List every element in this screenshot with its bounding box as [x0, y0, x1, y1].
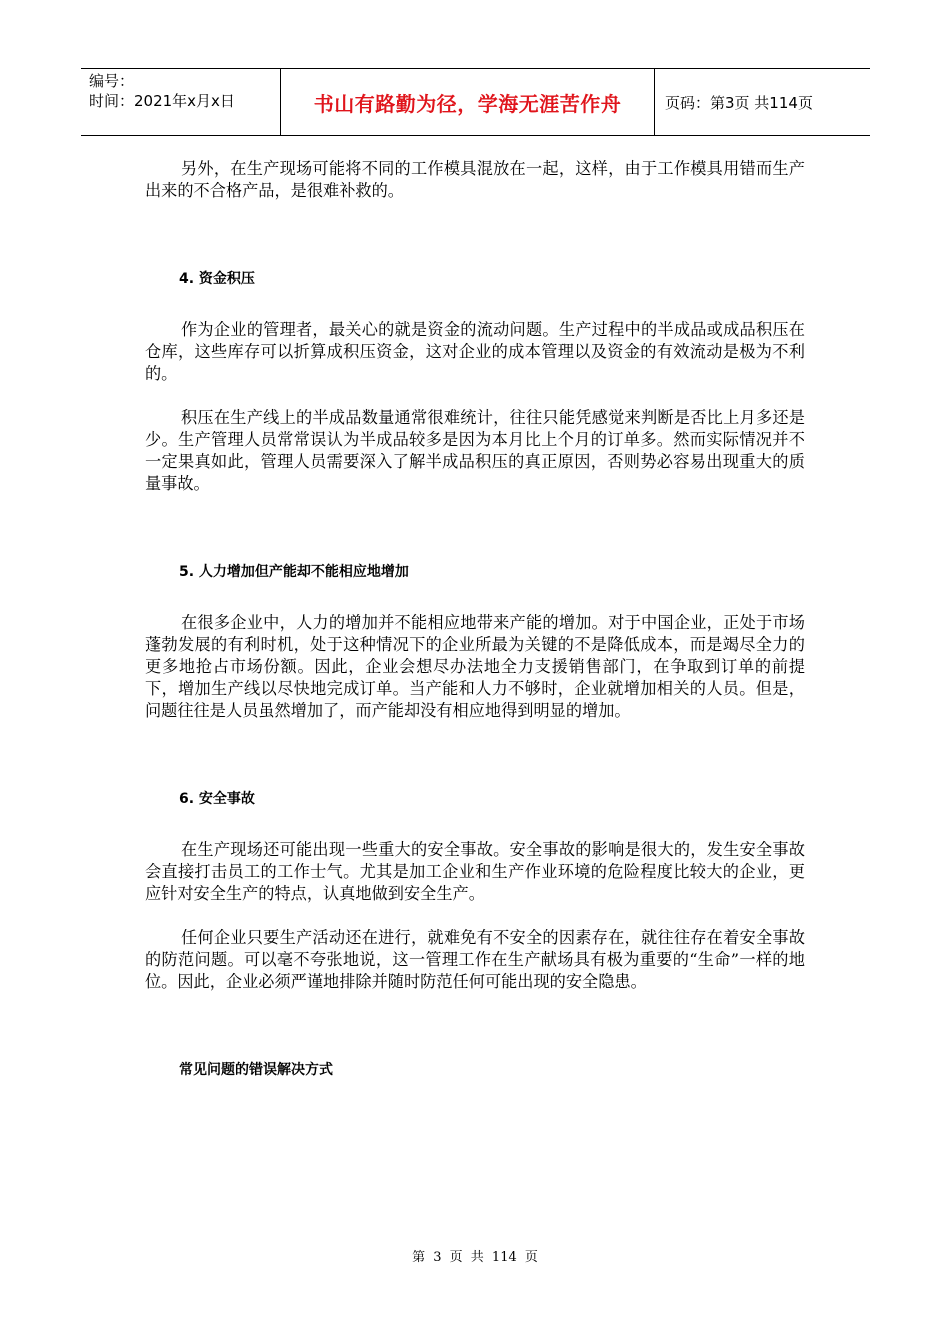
paragraph: 在生产现场还可能出现一些重大的安全事故。安全事故的影响是很大的，发生安全事故会直接打击员工的工作士气。尤其是加工企业和生产作业环境的危险程度比较大的企业，更应针对安全生产的特点，认真地做到安全生产。: [145, 840, 805, 903]
section-heading-5: 5. 人力增加但产能却不能相应地增加: [179, 564, 409, 580]
document-body: [145, 158, 805, 1080]
page-header: [81, 68, 870, 136]
document-number-label: 编号：: [89, 72, 135, 90]
header-meta: [81, 69, 281, 135]
header-motto: 书山有路勤为径，学海无涯苦作舟: [281, 69, 655, 135]
paragraph: 在很多企业中，人力的增加并不能相应地带来产能的增加。对于中国企业，正处于市场蓬勃发展的有利时机，处于这种情况下的企业所最为关键的不是降低成本，而是竭尽全力的更多地抢占市场份额。因此，企业会想尽办法地全力支援销售部门，在争取到订单的前提下，增加生产线以尽快地完成订单。当产能和人力不够时，企业就增加相关的人员。但是，问题往往是人员虽然增加了，而产能却没有相应地得到明显的增加。: [145, 613, 805, 720]
section-heading-common-mistakes: 常见问题的错误解决方式: [179, 1062, 333, 1078]
document-date: 时间：2021年x月x日: [89, 92, 235, 110]
paragraph: 任何企业只要生产活动还在进行，就难免有不安全的因素存在，就往往存在着安全事故的防范问题。可以毫不夸张地说，这一管理工作在生产献场具有极为重要的“生命”一样的地位。因此，企业必须严谨地排除并随时防范任何可能出现的安全隐患。: [145, 928, 805, 991]
section-heading-6: 6. 安全事故: [179, 791, 255, 807]
paragraph: 另外，在生产现场可能将不同的工作模具混放在一起，这样，由于工作模具用错而生产出来的不合格产品，是很难补救的。: [145, 159, 805, 200]
page-footer: 第 3 页 共 114 页: [412, 1250, 538, 1265]
paragraph: 作为企业的管理者，最关心的就是资金的流动问题。生产过程中的半成品或成品积压在仓库，这些库存可以折算成积压资金，这对企业的成本管理以及资金的有效流动是极为不利的。: [145, 320, 805, 383]
header-page-info: 页码：第3页 共114页: [665, 93, 813, 112]
paragraph: 积压在生产线上的半成品数量通常很难统计，往往只能凭感觉来判断是否比上月多还是少。生产管理人员常常误认为半成品较多是因为本月比上个月的订单多。然而实际情况并不一定果真如此，管理人员需要深入了解半成品积压的真正原因，否则势必容易出现重大的质量事故。: [145, 408, 805, 493]
section-heading-4: 4. 资金积压: [179, 271, 255, 287]
